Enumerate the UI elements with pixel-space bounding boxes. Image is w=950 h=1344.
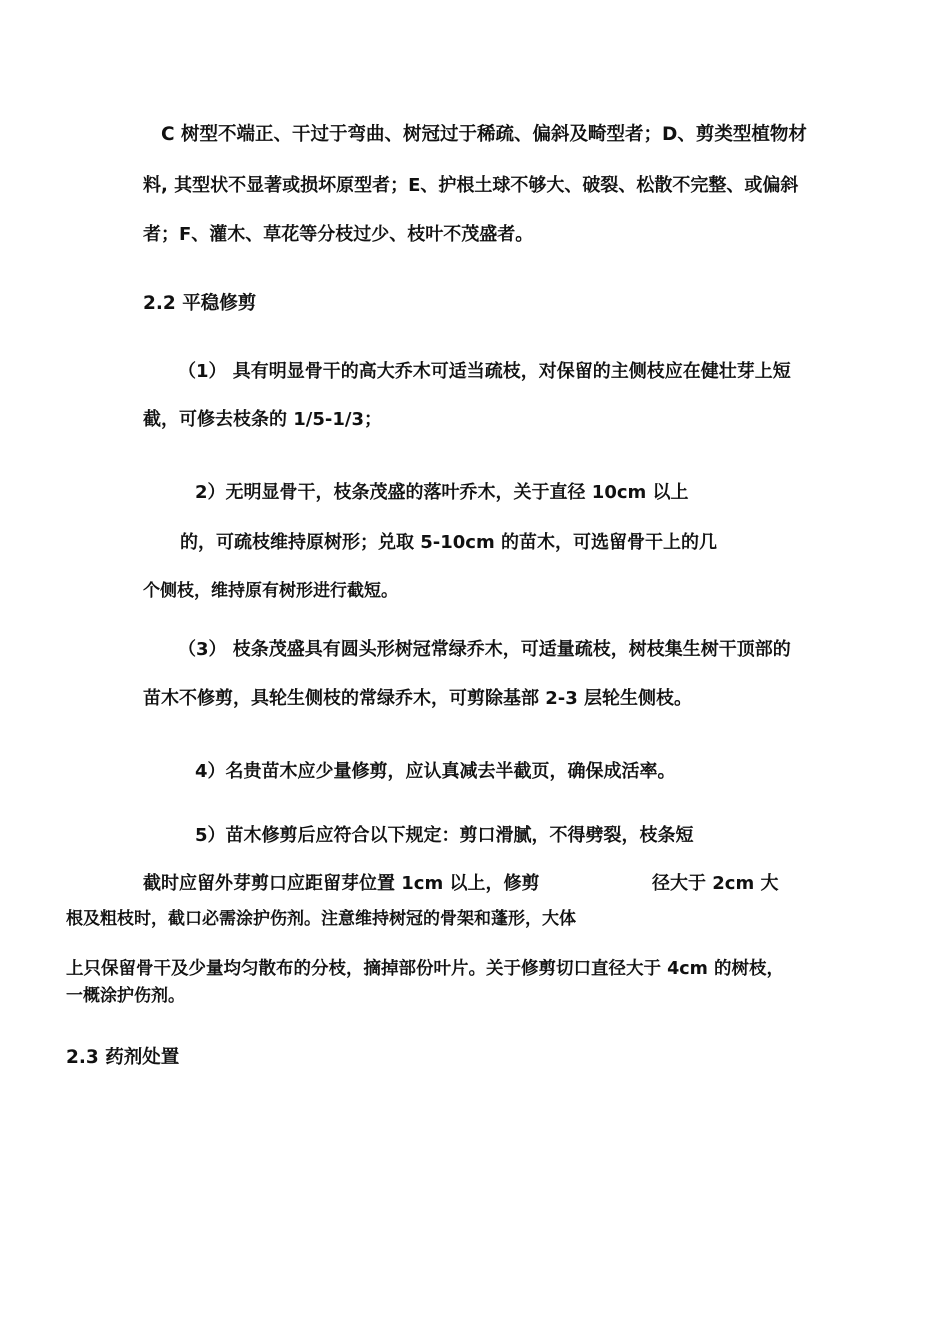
body-text-line: 4）名贵苗木应少量修剪，应认真减去半截页，确保成活率。 <box>195 761 676 782</box>
body-text-line: 苗木不修剪，具轮生侧枝的常绿乔木，可剪除基部 2-3 层轮生侧枝。 <box>143 688 693 709</box>
body-text-line: 截时应留外芽剪口应距留芽位置 1cm 以上，修剪 <box>143 873 540 894</box>
body-text-line: 根及粗枝时，截口必需涂护伤剂。注意维持树冠的骨架和蓬形，大体 <box>66 909 576 929</box>
body-text-line: C 树型不端正、干过于弯曲、树冠过于稀疏、偏斜及畸型者；D、剪类型植物材 <box>161 124 807 145</box>
body-text-line: 2）无明显骨干，枝条茂盛的落叶乔木，关于直径 10cm 以上 <box>195 482 689 503</box>
body-text-line: 的，可疏枝维持原树形；兑取 5-10cm 的苗木，可选留骨干上的几 <box>180 532 718 553</box>
body-text-line: 个侧枝，维持原有树形进行截短。 <box>143 581 398 601</box>
section-heading: 2.2 平稳修剪 <box>143 293 257 314</box>
section-heading: 2.3 药剂处置 <box>66 1047 180 1068</box>
body-text-line: 5）苗木修剪后应符合以下规定：剪口滑腻，不得劈裂，枝条短 <box>195 825 694 846</box>
body-text-line: 上只保留骨干及少量均匀散布的分枝，摘掉部份叶片。关于修剪切口直径大于 4cm 的树枝， <box>66 959 784 979</box>
body-text-line: 一概涂护伤剂。 <box>66 986 185 1006</box>
body-text-line: （1） 具有明显骨干的高大乔木可适当疏枝，对保留的主侧枝应在健壮芽上短 <box>178 361 791 382</box>
body-text-line: 截，可修去枝条的 1/5-1/3； <box>143 409 382 430</box>
body-text-line: （3） 枝条茂盛具有圆头形树冠常绿乔木，可适量疏枝，树枝集生树干顶部的 <box>178 639 791 660</box>
body-text-line: 径大于 2cm 大 <box>652 873 779 894</box>
body-text-line: 料, 其型状不显著或损坏原型者；E、护根土球不够大、破裂、松散不完整、或偏斜 <box>143 175 799 196</box>
body-text-line: 者；F、灌木、草花等分枝过少、枝叶不茂盛者。 <box>143 224 534 245</box>
